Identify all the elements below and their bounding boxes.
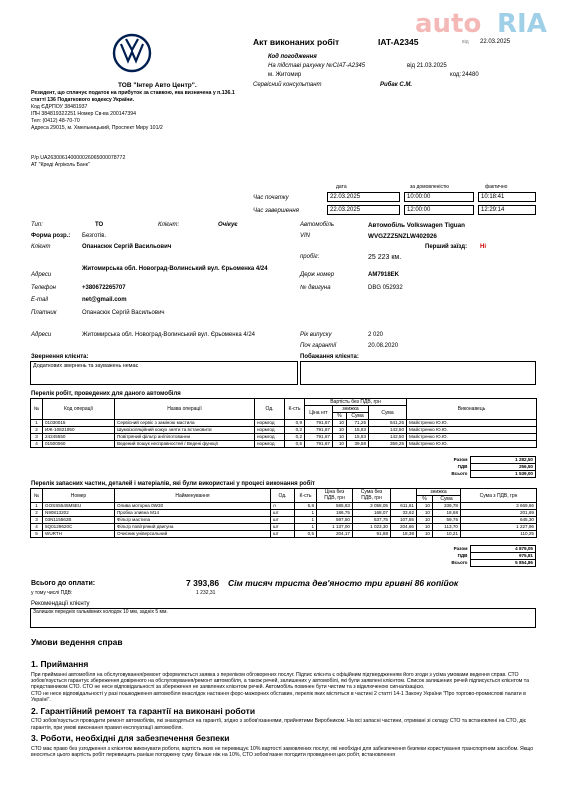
vat-label: у тому числі ПДВ: bbox=[31, 590, 73, 596]
works-total-value: 1 539,00 bbox=[470, 471, 536, 478]
mileage-label: пробіг: bbox=[300, 254, 320, 260]
address-label: Адреси bbox=[31, 272, 52, 278]
parts-unit: шт bbox=[271, 531, 295, 538]
engine-label: № двигуна bbox=[300, 285, 331, 291]
parts-discount-sum: 10,21 bbox=[433, 531, 461, 538]
works-h-pct: % bbox=[333, 413, 347, 420]
works-quantity: 0,2 bbox=[285, 427, 305, 434]
works-h-sum: Сума bbox=[347, 413, 369, 420]
basis-date: від 21.03.2025 bbox=[407, 63, 447, 69]
works-total-label: Всього bbox=[451, 471, 468, 476]
parts-sum: 3 058,05 bbox=[353, 503, 391, 510]
works-unit: нормгод bbox=[255, 420, 285, 427]
company-line: Тел: (0412) 48-70-70 bbox=[31, 118, 80, 124]
works-quantity: 0,2 bbox=[285, 434, 305, 441]
works-operation-code: 01030015 bbox=[43, 420, 115, 427]
end-label: Час завершення bbox=[253, 208, 299, 214]
works-price: 791,67 bbox=[305, 427, 333, 434]
parts-price: 597,50 bbox=[317, 517, 353, 524]
works-h-name: Назва операції bbox=[115, 399, 255, 420]
terms-s3-title: 3. Роботи, необхідні для забезпечення безпеки bbox=[31, 733, 230, 744]
works-executor: Майстренко Ю.Ю. bbox=[407, 441, 537, 448]
first-visit-value: Ні bbox=[480, 244, 486, 250]
parts-quantity: 1 bbox=[295, 510, 317, 517]
auto-value: Автомобіль Volkswagen Tiguan bbox=[368, 222, 465, 229]
parts-sum: 91,88 bbox=[353, 531, 391, 538]
terms-section bbox=[31, 638, 539, 759]
works-executor: Майстренко Ю.Ю. bbox=[407, 427, 537, 434]
parts-totals bbox=[400, 545, 536, 567]
wish-label: Побажання клієнта: bbox=[300, 354, 359, 360]
bank-name: АТ "Креді Агріколь Банк" bbox=[31, 162, 90, 168]
works-total-value: 256,50 bbox=[470, 464, 536, 471]
act-number: IAT-A2345 bbox=[378, 37, 419, 47]
works-price: 791,67 bbox=[305, 420, 333, 427]
parts-part-name: Фільтр мастила bbox=[115, 517, 271, 524]
terms-s2-title: 2. Гарантійний ремонт та гарантії на виконані роботи bbox=[31, 705, 256, 716]
parts-total-label: Разом bbox=[453, 546, 468, 551]
parts-part-number: GOSS5545M5EU bbox=[43, 503, 115, 510]
code-value: 24480 bbox=[462, 72, 479, 78]
phone-value: +380672265707 bbox=[82, 285, 126, 291]
parts-row bbox=[31, 503, 537, 510]
works-row bbox=[31, 441, 537, 448]
works-h-code: Код операції bbox=[43, 399, 115, 420]
total-to-pay-words: Сім тисяч триста дев'яносто три гривні 86 копійок bbox=[228, 578, 459, 588]
works-sum: 356,25 bbox=[369, 441, 407, 448]
works-quantity: 0,5 bbox=[285, 441, 305, 448]
terms-s1-text2: СТО не несе відповідальності у разі пошкодження автомобіля внаслідок настання форс-мажорних обставин, перелік яких міститься в частині 2 статті 14-1 Закону України "Про торгово-промислові палати в Україні". bbox=[31, 690, 526, 704]
parts-part-name: Фільтр повітряний двигуна bbox=[115, 524, 271, 531]
times-header-expected: за домовленістю bbox=[410, 184, 450, 190]
appeal-text: Додаткових звернень та зауважень немає bbox=[30, 361, 298, 385]
parts-row-number: 5 bbox=[31, 531, 43, 538]
terms-s1-title: 1. Приймання bbox=[31, 658, 89, 669]
works-discount-sum: 71,25 bbox=[347, 420, 369, 427]
parts-h-dsum: Сума bbox=[433, 496, 461, 503]
parts-row bbox=[31, 510, 537, 517]
bank-details bbox=[31, 155, 125, 169]
parts-sum: 168,07 bbox=[353, 510, 391, 517]
auto-label: Автомобіль bbox=[300, 222, 335, 228]
start-date: 22.03.2025 bbox=[327, 192, 400, 202]
type-value: ТО bbox=[95, 222, 104, 228]
parts-total-value: 4 879,05 bbox=[470, 546, 536, 553]
start-expected: 10:00:00 bbox=[404, 192, 474, 202]
act-date: 22.03.2025 bbox=[480, 39, 511, 45]
parts-h-price: Ціна без ПДВ, грн bbox=[317, 489, 353, 503]
parts-total-label: ПДВ bbox=[457, 553, 468, 558]
parts-h-n: № bbox=[31, 489, 43, 503]
works-h-exec: Виконавець bbox=[407, 399, 537, 420]
warranty-label: Поч гарантії bbox=[300, 343, 337, 349]
works-unit: нормгод bbox=[255, 434, 285, 441]
parts-row bbox=[31, 531, 537, 538]
parts-total: 645,30 bbox=[461, 517, 537, 524]
works-unit: нормгод bbox=[255, 441, 285, 448]
works-operation-name: Ведений пошук несправностей / Ведені функції bbox=[115, 441, 255, 448]
works-total-row bbox=[400, 471, 536, 478]
total-to-pay-label: Всього до оплати: bbox=[31, 580, 96, 587]
works-total-value: 1 282,50 bbox=[470, 457, 536, 464]
company-line: Адреса 29015, м. Хмельницький, Проспект Миру 101/2 bbox=[31, 125, 163, 131]
parts-row-number: 1 bbox=[31, 503, 43, 510]
parts-vat: 18,38 bbox=[391, 531, 417, 538]
watermark-ria: RIA bbox=[497, 9, 547, 39]
consultant-label: Сервісний консультант bbox=[253, 82, 322, 88]
year-label: Рік випуску bbox=[300, 332, 332, 338]
works-discount-sum: 15,83 bbox=[347, 427, 369, 434]
parts-row-number: 4 bbox=[31, 524, 43, 531]
works-quantity: 0,9 bbox=[285, 420, 305, 427]
parts-part-number: WURTH bbox=[43, 531, 115, 538]
parts-price: 1 137,00 bbox=[317, 524, 353, 531]
city: м. Житомир bbox=[268, 72, 302, 78]
parts-quantity: 1 bbox=[295, 517, 317, 524]
parts-sum: 1 023,30 bbox=[353, 524, 391, 531]
email-value: net@gmail.com bbox=[82, 297, 127, 303]
parts-discount-percent: 10 bbox=[417, 524, 433, 531]
parts-row-number: 2 bbox=[31, 510, 43, 517]
works-operation-name: Повітряний фільтр ан/пілотованни bbox=[115, 434, 255, 441]
parts-price: 186,75 bbox=[317, 510, 353, 517]
works-operation-name: Шумоізоляційний кожух зняти та встановити bbox=[115, 427, 255, 434]
start-fact: 10:18:41 bbox=[478, 192, 536, 202]
vat-value: 1 232,31 bbox=[196, 590, 216, 596]
start-label: Час початку bbox=[253, 195, 289, 201]
year-value: 2 020 bbox=[368, 332, 384, 338]
works-h-n: № bbox=[31, 399, 43, 420]
works-total-row bbox=[400, 457, 536, 464]
works-h-unit: Од. bbox=[255, 399, 285, 420]
client-status: Очікує bbox=[218, 222, 238, 228]
end-fact: 12:29:14 bbox=[478, 205, 536, 215]
end-date: 22.03.2025 bbox=[327, 205, 400, 215]
works-operation-code: 01500060 bbox=[43, 441, 115, 448]
payment-form-label: Форма розр.: bbox=[31, 233, 71, 239]
parts-unit: шт bbox=[271, 517, 295, 524]
appeal-label: Звернення клієнта: bbox=[31, 354, 89, 360]
recommendations-text: Залишок передніх гальмівних колодок 10 мм, задніх 5 мм. bbox=[30, 608, 536, 628]
works-row bbox=[31, 434, 537, 441]
document-title: Акт виконаних робіт bbox=[253, 37, 340, 47]
works-row-number: 2 bbox=[31, 427, 43, 434]
parts-discount-percent: 10 bbox=[417, 510, 433, 517]
engine-value: DBG 052932 bbox=[368, 285, 403, 291]
works-totals bbox=[400, 456, 536, 478]
times-header-fact: фактично bbox=[485, 184, 508, 190]
works-operation-code: ИЖ-10821950 bbox=[43, 427, 115, 434]
address2-value: Житомирська обл. Новоград-Волинський вул. Єрьоменка 4/24 bbox=[82, 332, 256, 338]
works-h-qty: К-сть bbox=[285, 399, 305, 420]
terms-s3-text: СТО має право без узгодження з клієнтом виконувати роботи, вартість яких не перевищує 10% вартості замовлених послуг, які необхідні для забезпечення безпеки користування транспортним засобом. Якщо вносяться цього вартість робіт перевищить раніше погоджену суму більше ніж на 10%, СТО зобов'язане погодити проведення цих робіт, встановлення bbox=[31, 745, 534, 759]
basis-text: На підставі рахунку №СІАТ-А2345 bbox=[268, 63, 366, 69]
client-status-label: Клієнт: bbox=[158, 222, 180, 228]
payment-form-value: Безготів. bbox=[82, 233, 107, 239]
parts-sum: 537,75 bbox=[353, 517, 391, 524]
company-line: статті 136 Податкового кодексу України. bbox=[31, 97, 135, 103]
terms-s1-text: При прийманні автомобіля на обслуговування/ремонт оформляється заявка з переліком обговорених послуг. Підпис клієнта є офіційним підтвердженням його згоди з усіма умовами ведення справ. СТО зобов'язується гарантує збереження довіреного на обслуговування/ремонт автомобіля, а також речей, залишених у автомобілі, які були заявлені клієнтом. Список залишених речей підписується клієнтом та представником СТО. СТО не несе відповідальності за збереження не заявлених клієнтом речей. Автомобіль повинен бути чистим та з відключеною сигналізацією. bbox=[31, 671, 529, 691]
payer-value: Опанасюк Сергій Васильович bbox=[82, 310, 165, 316]
parts-h-unit: Од. bbox=[271, 489, 295, 503]
works-sum: 142,50 bbox=[369, 434, 407, 441]
parts-quantity: 1 bbox=[295, 524, 317, 531]
company-line: Резидент, що сплачує податок на прибуток за ставкою, яка визначена у п.136.1 bbox=[31, 90, 235, 96]
parts-row-number: 3 bbox=[31, 517, 43, 524]
works-executor: Майстренко Ю.Ю. bbox=[407, 420, 537, 427]
works-discount-percent: 10 bbox=[333, 434, 347, 441]
terms-title: Умови ведення справ bbox=[31, 637, 123, 647]
parts-discount-percent: 10 bbox=[417, 503, 433, 510]
parts-price: 585,83 bbox=[317, 503, 353, 510]
parts-h-qty: К-сть bbox=[295, 489, 317, 503]
works-table bbox=[30, 398, 537, 448]
works-total-label: ПДВ bbox=[457, 464, 468, 469]
works-sum: 142,50 bbox=[369, 427, 407, 434]
works-price: 791,67 bbox=[305, 434, 333, 441]
address-value: Житомирська обл. Новоград-Волинський вул. Єрьоменка 4/24 bbox=[82, 266, 268, 272]
works-title: Перелік робіт, проведених для даного автомобіля bbox=[31, 391, 181, 397]
parts-total-value: 975,81 bbox=[470, 553, 536, 560]
parts-discount-sum: 113,70 bbox=[433, 524, 461, 531]
first-visit-label: Перший заїзд: bbox=[425, 244, 468, 250]
parts-discount-sum: 59,75 bbox=[433, 517, 461, 524]
company-details bbox=[31, 90, 235, 132]
vin-label: VIN bbox=[300, 233, 311, 239]
consultant-name: Рибак С.М. bbox=[380, 82, 413, 88]
parts-part-number: 5Q0129620C bbox=[43, 524, 115, 531]
end-expected: 12:00:00 bbox=[404, 205, 474, 215]
parts-price: 204,17 bbox=[317, 531, 353, 538]
parts-part-number: N90813202 bbox=[43, 510, 115, 517]
company-line: Код ЄДРПОУ 38481937 bbox=[31, 104, 88, 110]
parts-discount-percent: 10 bbox=[417, 517, 433, 524]
works-row bbox=[31, 420, 537, 427]
works-discount-percent: 10 bbox=[333, 420, 347, 427]
type-label: Тип: bbox=[31, 222, 43, 228]
parts-h-sum: Сума без ПДВ, грн bbox=[353, 489, 391, 503]
works-operation-name: Сервісний сервіс з заміною мастила bbox=[115, 420, 255, 427]
wish-box bbox=[300, 361, 536, 385]
works-discount-percent: 10 bbox=[333, 427, 347, 434]
company-name: ТОВ "Інтер Авто Центр". bbox=[118, 82, 197, 89]
works-price: 791,67 bbox=[305, 441, 333, 448]
works-h-disc: знижка bbox=[333, 406, 369, 413]
total-to-pay-amount: 7 393,86 bbox=[186, 578, 220, 588]
parts-discount-sum: 18,68 bbox=[433, 510, 461, 517]
watermark-auto: auto bbox=[415, 9, 482, 39]
code-label: код: bbox=[450, 72, 462, 78]
parts-part-name: Олива моторна 0W30 bbox=[115, 503, 271, 510]
works-operation-code: 24245550 bbox=[43, 434, 115, 441]
payer-label: Платник bbox=[31, 310, 57, 316]
parts-unit: шт bbox=[271, 510, 295, 517]
parts-part-number: 03N115562B bbox=[43, 517, 115, 524]
parts-part-name: Очисник універсальний bbox=[115, 531, 271, 538]
client-name: Опанасюк Сергій Васильович bbox=[82, 244, 172, 250]
parts-total-row bbox=[400, 546, 536, 553]
address2-label: Адреси bbox=[31, 332, 52, 338]
works-row bbox=[31, 427, 537, 434]
works-executor: Майстренко Ю.Ю. bbox=[407, 434, 537, 441]
parts-total-row bbox=[400, 553, 536, 560]
bank-account: Р/р UA263006140000026065000078772 bbox=[31, 155, 126, 161]
works-unit: нормгод bbox=[255, 427, 285, 434]
terms-s2-text: СТО зобов'язується проводити ремонт автомобілів, які знаходяться на гарантії, згідно з зобов'язаннями, прийнятими Виробником. На всі запасні частини, отримані зі складу СТО та встановлені на СТО, діє гарантія, при умові виконання правил експлуатації автомобіля. bbox=[31, 718, 527, 731]
works-row-number: 3 bbox=[31, 434, 43, 441]
client-label: Клієнт bbox=[31, 244, 51, 250]
parts-title: Перелік запасних частин, деталей і матеріалів, які були використані у процесі виконання робіт bbox=[31, 481, 315, 487]
parts-vat: 33,62 bbox=[391, 510, 417, 517]
recommendations-label: Рекомендації клієнту bbox=[31, 601, 90, 607]
parts-total: 201,69 bbox=[461, 510, 537, 517]
parts-table bbox=[30, 488, 537, 538]
parts-total: 3 669,66 bbox=[461, 503, 537, 510]
parts-row bbox=[31, 517, 537, 524]
works-h-price: Ціна нгт bbox=[305, 406, 333, 420]
parts-h-num: Номер bbox=[43, 489, 115, 503]
parts-h-disc: знижка bbox=[417, 489, 461, 496]
works-discount-sum: 39,58 bbox=[347, 441, 369, 448]
parts-h-vat bbox=[391, 489, 417, 503]
parts-total-row bbox=[400, 560, 536, 567]
parts-part-name: Пробка зливна М14 bbox=[115, 510, 271, 517]
works-total-row bbox=[400, 464, 536, 471]
works-h-cost: Вартість без ПДВ, грн bbox=[305, 399, 407, 406]
parts-h-total: Сума з ПДВ, грн bbox=[461, 489, 537, 503]
parts-row bbox=[31, 524, 537, 531]
parts-quantity: 0,5 bbox=[295, 531, 317, 538]
works-total-label: Разом bbox=[453, 457, 468, 462]
plate-value: AM7918EK bbox=[368, 272, 400, 278]
warranty-value: 20.08.2020 bbox=[368, 343, 399, 349]
parts-total-value: 5 854,86 bbox=[470, 560, 536, 567]
parts-total: 1 227,96 bbox=[461, 524, 537, 531]
vin-value: WVGZZZ5NZLW402926 bbox=[368, 233, 437, 240]
vw-logo bbox=[112, 33, 152, 76]
parts-total-label: Всього bbox=[451, 560, 468, 565]
works-discount-sum: 15,83 bbox=[347, 434, 369, 441]
parts-h-pct: % bbox=[417, 496, 433, 503]
phone-label: Телефон bbox=[31, 285, 56, 291]
plate-label: Держ номер bbox=[300, 272, 335, 278]
parts-vat: 611,61 bbox=[391, 503, 417, 510]
parts-unit: шт bbox=[271, 524, 295, 531]
parts-discount-sum: 339,78 bbox=[433, 503, 461, 510]
parts-unit: л bbox=[271, 503, 295, 510]
parts-h-name: Найменування bbox=[115, 489, 271, 503]
parts-quantity: 5,8 bbox=[295, 503, 317, 510]
works-discount-percent: 10 bbox=[333, 441, 347, 448]
company-line: ІПН 384819322251 Номер Св-ва 200147394 bbox=[31, 111, 137, 117]
times-header-date: дата bbox=[336, 184, 347, 190]
parts-discount-percent: 10 bbox=[417, 531, 433, 538]
approval-code-label: Код погодження bbox=[268, 54, 317, 60]
parts-vat: 204,66 bbox=[391, 524, 417, 531]
parts-total: 110,25 bbox=[461, 531, 537, 538]
works-sum: 641,25 bbox=[369, 420, 407, 427]
parts-vat: 107,55 bbox=[391, 517, 417, 524]
email-label: E-mail bbox=[31, 297, 49, 303]
mileage-value: 25 223 км. bbox=[368, 254, 402, 261]
works-row-number: 4 bbox=[31, 441, 43, 448]
date-label: від bbox=[462, 39, 469, 45]
works-row-number: 1 bbox=[31, 420, 43, 427]
works-h-total: Сума bbox=[369, 406, 407, 420]
